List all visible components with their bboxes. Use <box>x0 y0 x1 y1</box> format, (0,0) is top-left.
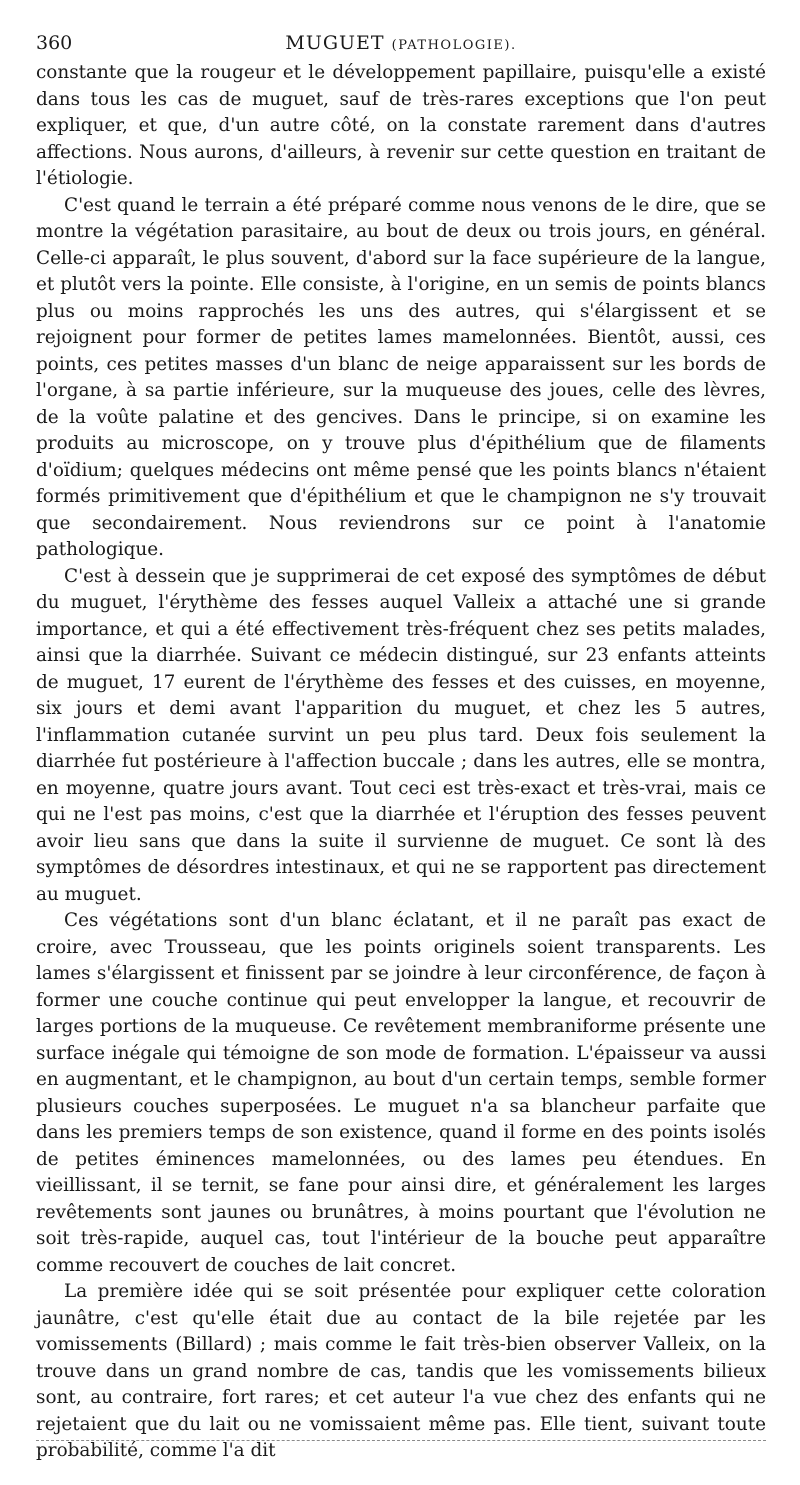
running-subtitle: (PATHOLOGIE). <box>391 38 517 53</box>
paragraph: C'est quand le terrain a été préparé comme nous venons de le dire, que se montre la végétation parasitaire, au bout de deux ou trois jours, en général. Celle-ci apparaît, le plus souvent, d'abord sur la face supérieure de la langue, et plutôt vers la pointe. Elle consiste, à l'origine, en un semis de points blancs plus ou moins rapprochés les uns des autres, qui s'élargissent et se rejoignent pour former de petites lames mamelonnées. Bientôt, aussi, ces points, ces petites masses d'un blanc de neige apparaissent sur les bords de l'organe, à sa partie inférieure, sur la muqueuse des joues, celle des lèvres, de la voûte palatine et des gencives. Dans le principe, si on examine les produits au microscope, on y trouve plus d'épithélium que de filaments d'oïdium; quelques médecins ont même pensé que les points blancs n'étaient formés primitivement que d'épithélium et que le champignon ne s'y trouvait que secondairement. Nous reviendrons sur ce point à l'anatomie pathologique. <box>36 194 766 560</box>
page-header <box>36 26 766 60</box>
paragraph-continued: constante que la rougeur et le développement papillaire, puisqu'elle a existé dans tous les cas de muguet, sauf de très-rares exceptions que l'on peut expliquer, et que, d'un autre côté, on la constate rarement dans d'autres affections. Nous aurons, d'ailleurs, à revenir sur cette question en traitant de l'étiologie. <box>36 62 766 189</box>
page-number: 360 <box>36 32 73 54</box>
running-head <box>36 32 766 54</box>
book-page <box>36 26 766 1465</box>
body-text <box>36 60 766 1465</box>
paragraph: C'est à dessein que je supprimerai de cet exposé des symptômes de début du muguet, l'érythème des fesses auquel Valleix a attaché une si grande importance, et qui a été effectivement très-fréquent chez ses petits malades, ainsi que la diarrhée. Suivant ce médecin distingué, sur 23 enfants atteints de muguet, 17 eurent de l'érythème des fesses et des cuisses, en moyenne, six jours et demi avant l'apparition du muguet, et chez les 5 autres, l'inflammation cutanée survint un peu plus tard. Deux fois seulement la diarrhée fut postérieure à l'affection buccale ; dans les autres, elle se montra, en moyenne, quatre jours avant. Tout ceci est très-exact et très-vrai, mais ce qui ne l'est pas moins, c'est que la diarrhée et l'éruption des fesses peuvent avoir lieu sans que dans la suite il survienne de muguet. Ce sont là des symptômes de désordres intestinaux, et qui ne se rapportent pas directement au muguet. <box>36 565 766 905</box>
running-title: MUGUET <box>285 32 385 54</box>
paragraph: La première idée qui se soit présentée pour expliquer cette coloration jaunâtre, c'est qu'elle était due au contact de la bile rejetée par les vomissements (Billard) ; mais comme le fait très-bien observer Valleix, on la trouve dans un grand nombre de cas, tandis que les vomissements bilieux sont, au contraire, fort rares; et cet auteur l'a vue chez des enfants qui ne rejetaient que du lait ou ne vomissaient même pas. Elle tient, suivant toute probabilité, comme l'a dit <box>36 1281 766 1461</box>
footer-rule <box>36 1440 766 1441</box>
paragraph: Ces végétations sont d'un blanc éclatant, et il ne paraît pas exact de croire, avec Trousseau, que les points originels soient transparents. Les lames s'élargissent et finissent par se joindre à leur circonférence, de façon à former une couche continue qui peut envelopper la langue, et recouvrir de larges portions de la muqueuse. Ce revêtement membraniforme présente une surface inégale qui témoigne de son mode de formation. L'épaisseur va aussi en augmentant, et le champignon, au bout d'un certain temps, semble former plusieurs couches superposées. Le muguet n'a sa blancheur parfaite que dans les premiers temps de son existence, quand il forme en des points isolés de petites éminences mamelonnées, ou des lames peu étendues. En vieillissant, il se ternit, se fane pour ainsi dire, et généralement les larges revêtements sont jaunes ou brunâtres, à moins pourtant que l'évolution ne soit très-rapide, auquel cas, tout l'intérieur de la bouche peut apparaître comme recouvert de couches de lait concret. <box>36 910 766 1276</box>
